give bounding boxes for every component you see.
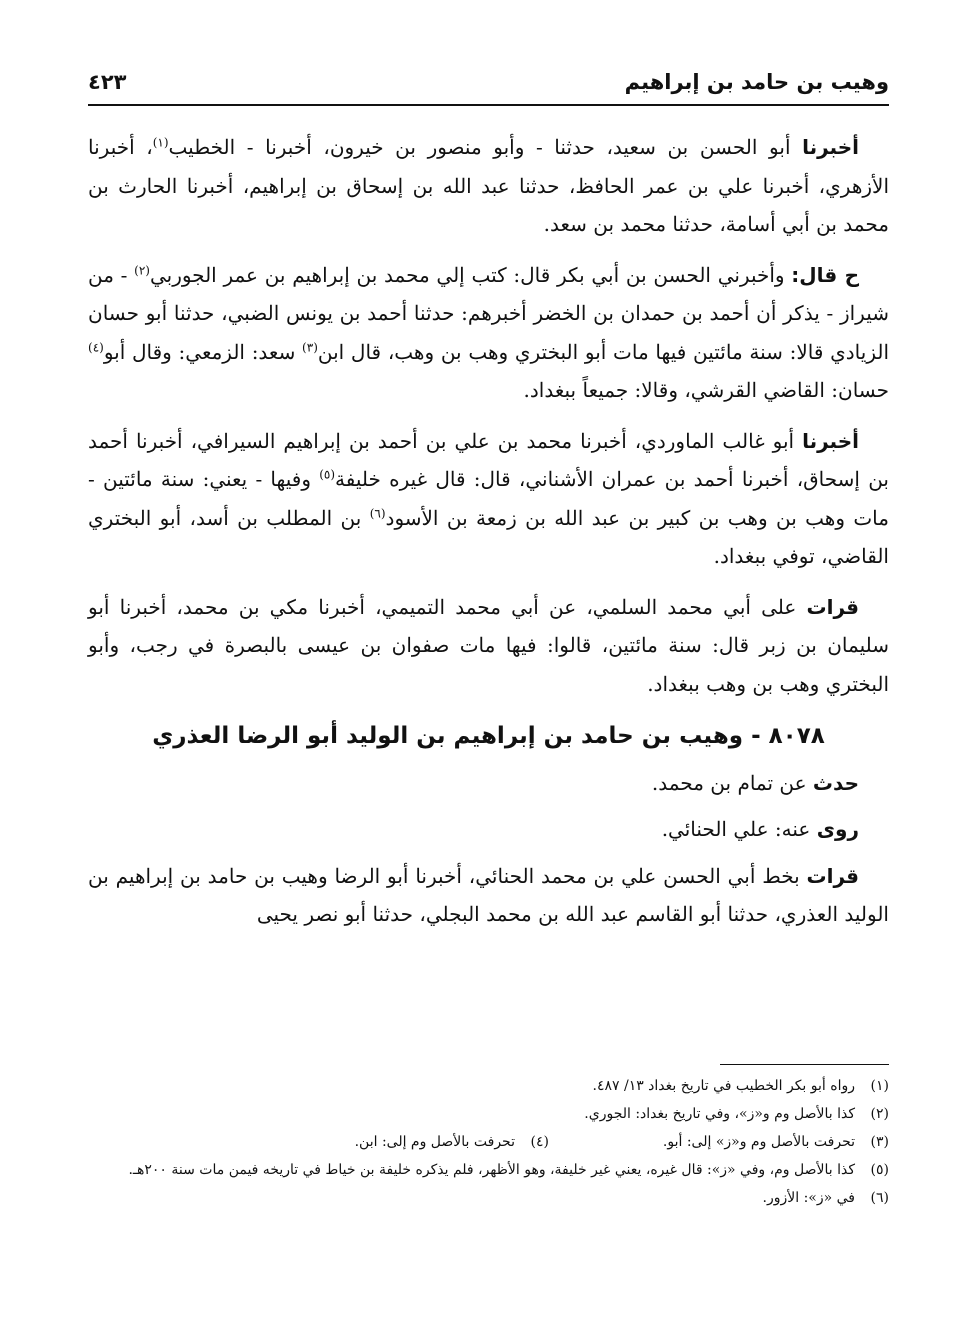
paragraph-lead: قرات: [806, 863, 859, 888]
footnote-text: تحرفت بالأصل وم و«ز» إلى: أبو.: [662, 1134, 855, 1150]
footnote-mark: (٤): [530, 1134, 549, 1150]
footnote-divider: [720, 1064, 889, 1065]
footnote-ref[interactable]: (٥): [319, 467, 336, 482]
paragraph-text: - من شيراز - يذكر أن أحمد بن حمدان بن الخضر أخبرهم: حدثنا أحمد بن يونس الضبي، حدثنا أبو حسان الزيادي قالا: سنة مائتين فيها مات أبو البختري وهب بن وهب، قال ابن: [88, 262, 889, 364]
footnote-ref[interactable]: (٤): [88, 339, 104, 354]
footnote-ref[interactable]: (٦): [369, 505, 386, 520]
running-head: وهيب بن حامد بن إبراهيم: [624, 70, 889, 94]
footnote-text: كذا بالأصل وم، وفي «ز»: قال غيره، يعني غير خليفة، وهو الأظهر، فلم يذكره خليفة بن خياط في تاريخه فيمن مات سنة ٢٠٠هـ.: [128, 1162, 855, 1178]
footnote-2: [88, 1100, 889, 1128]
paragraph-text: بخط أبي الحسن علي بن محمد الحنائي، أخبرنا أبو الرضا وهيب بن حامد بن إبراهيم بن الوليد العذري، حدثنا أبو القاسم عبد الله بن محمد البجلي، حدثنا أبو نصر يحيى: [88, 863, 889, 926]
footnote-mark: (٢): [870, 1106, 889, 1122]
paragraph-text: وأخبرني الحسن بن أبي بكر قال: كتب إلي محمد بن إبراهيم بن عمر الجوربي: [149, 262, 792, 287]
paragraph-text: أبو الحسن بن سعيد، حدثنا - وأبو منصور بن خيرون، أخبرنا - الخطيب: [168, 135, 803, 159]
paragraph-lead: قرات: [806, 594, 859, 619]
entry-number: ٨٠٧٨: [768, 723, 825, 749]
paragraph-text: على أبي محمد السلمي، عن أبي محمد التميمي، أخبرنا مكي بن محمد، أخبرنا أبو سليمان بن زبر قال: سنة مائتين، قالوا: فيها مات صفوان بن عيسى بالبصرة في رجب، وأبو البختري وهب بن وهب ببغداد.: [88, 594, 889, 696]
footnote-text: في «ز»: الأزور.: [762, 1190, 855, 1206]
footnote-ref[interactable]: (٣): [302, 339, 318, 354]
paragraph-4: [88, 588, 889, 704]
paragraph-text: وفيها - يعني: سنة مائتين - مات وهب بن وهب بن كبير بن عبد الله بن زمعة بن الأسود: [88, 467, 889, 530]
paragraph-text: ، أخبرنا الأزهري، أخبرنا علي بن عمر الحافظ، حدثنا عبد الله بن إسحاق بن إبراهيم، أخبرنا الحارث بن محمد بن أبي أسامة، حدثنا محمد بن سعد.: [88, 135, 889, 236]
paragraph-text: حسان: القاضي القرشي، وقالا: جميعاً ببغداد.: [523, 378, 889, 402]
footnote-text: تحرفت بالأصل وم إلى: ابن.: [354, 1134, 515, 1150]
paragraph-text: بن المطلب بن أسد، أبو البختري القاضي، توفي ببغداد.: [88, 505, 889, 568]
footnote-3: [549, 1128, 889, 1156]
paragraph-lead: ح قال:: [791, 262, 859, 287]
paragraph-text: سعد: الزمعي: وقال أبو: [103, 339, 303, 364]
paragraph-2: [88, 256, 889, 410]
footnote-4: [209, 1128, 549, 1156]
page-number: ٤٢٣: [88, 70, 127, 94]
footnote-ref[interactable]: (١): [152, 135, 169, 150]
paragraph-lead: أخبرنا: [802, 135, 859, 159]
paragraph-3: [88, 422, 889, 576]
footnote-5: [88, 1156, 889, 1184]
paragraph-text: عن تمام بن محمد.: [651, 770, 813, 795]
paragraph-text: أبو غالب الماوردي، أخبرنا محمد بن علي بن أحمد بن إبراهيم السيرافي، أخبرنا أحمد بن إسحاق، أخبرنا أحمد بن عمران الأشناني، قال: قال غيره خليفة: [88, 428, 889, 491]
entry-heading: [88, 717, 889, 756]
paragraph-lead: أخبرنا: [802, 428, 859, 453]
footnote-6: [88, 1184, 889, 1212]
hadath-line: [88, 764, 889, 803]
footnote-text: رواه أبو بكر الخطيب في تاريخ بغداد ١٣/ ٤٨٧.: [592, 1078, 855, 1094]
paragraph-lead: روى: [816, 817, 859, 841]
paragraph-lead: حدث: [812, 770, 859, 795]
main-text: [88, 128, 889, 946]
qara-paragraph: [88, 857, 889, 934]
footnotes: [88, 1072, 889, 1212]
footnote-1: [88, 1072, 889, 1100]
entry-title: - وهيب بن حامد بن إبراهيم بن الوليد أبو الرضا العذري: [152, 723, 761, 749]
paragraph-text: عنه: علي الحنائي.: [661, 817, 817, 841]
rawa-line: [88, 810, 889, 849]
footnote-mark: (٣): [870, 1134, 889, 1150]
page-header: [88, 64, 889, 106]
footnote-mark: (٥): [870, 1162, 889, 1178]
footnote-text: كذا بالأصل وم و«ز»، وفي تاريخ بغداد: الجوري.: [584, 1106, 855, 1122]
footnote-row-3-4: [88, 1128, 889, 1156]
footnote-mark: (١): [870, 1078, 889, 1094]
paragraph-1: [88, 128, 889, 244]
footnote-mark: (٦): [870, 1190, 889, 1206]
footnote-ref[interactable]: (٢): [134, 262, 150, 277]
